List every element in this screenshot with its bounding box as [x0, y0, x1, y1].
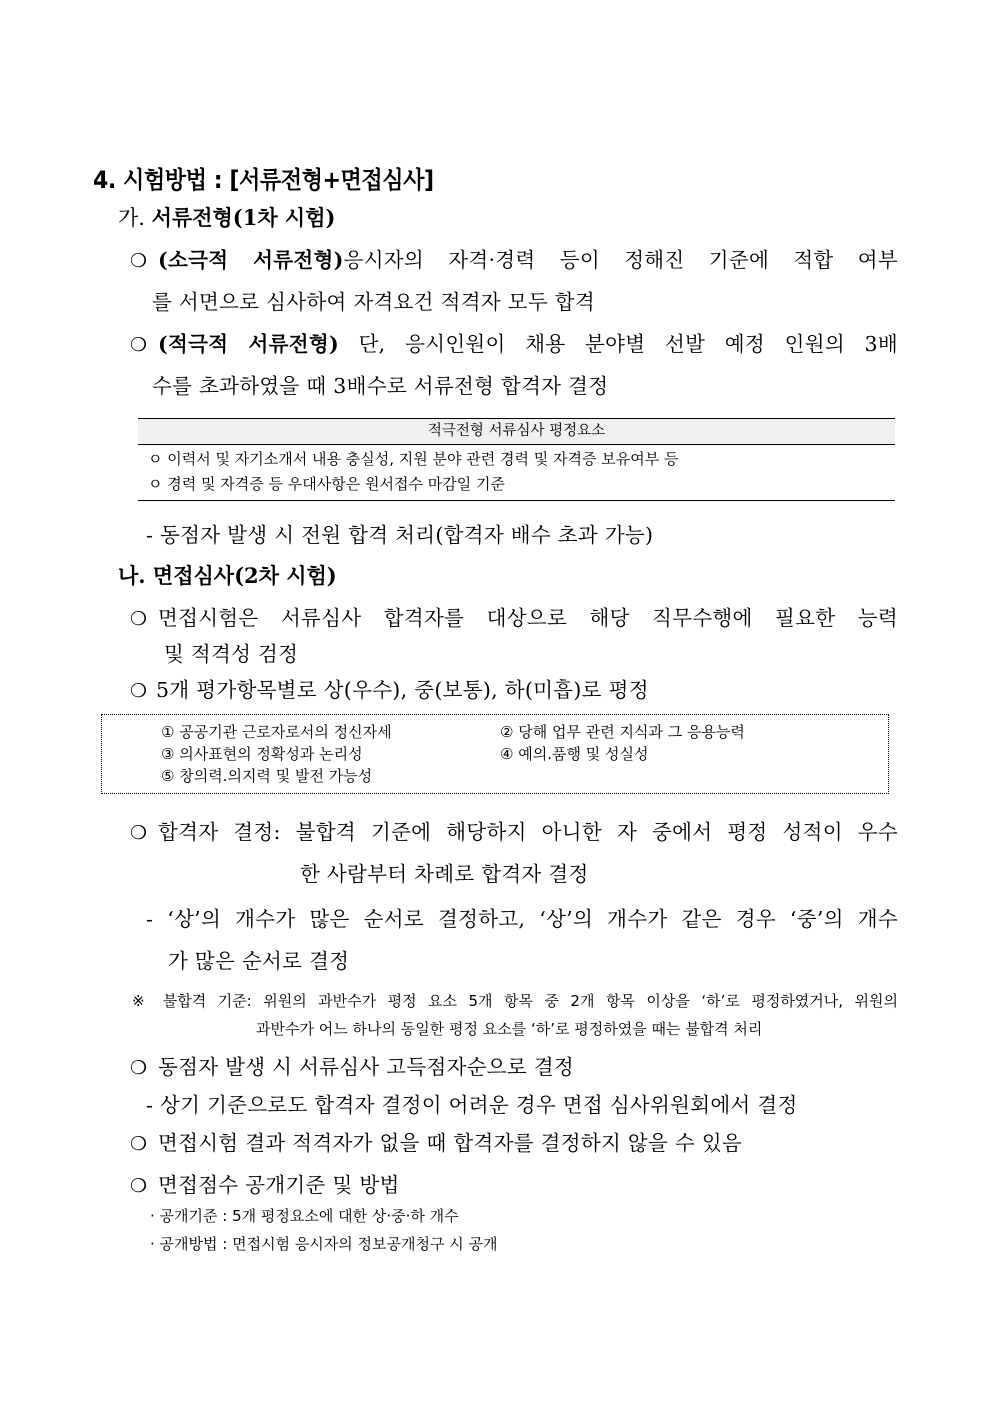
criterion-5: ⑤ 창의력.의지력 및 발전 가능성 [161, 767, 373, 785]
document-screening-criteria-table [138, 418, 895, 501]
circle-bullet-icon: ❍ [130, 680, 148, 702]
circle-bullet-icon: ❍ [130, 608, 148, 630]
table-header: 적극전형 서류심사 평정요소 [138, 419, 895, 445]
disclosure-criteria: · 공개기준 : 5개 평정요소에 대한 상·중·하 개수 [150, 1207, 459, 1225]
fail-criteria-line1: ※ 불합격 기준: 위원의 과반수가 평정 요소 5개 항목 중 2개 항목 이상을 ‘하’로 평정하였거나, 위원의 [132, 992, 898, 1010]
criterion-2: ② 당해 업무 관련 지식과 그 응용능력 [500, 723, 745, 741]
passive-line2: 를 서면으로 심사하여 자격요건 적격자 모두 합격 [152, 290, 595, 314]
interview-item-3-line2: 한 사람부터 차례로 합격자 결정 [300, 862, 589, 886]
criterion-4: ④ 예의.품행 및 성실성 [500, 745, 649, 763]
interview-item-1 [130, 601, 898, 631]
tie-note: - 동점자 발생 시 전원 합격 처리(합격자 배수 초과 가능) [146, 523, 654, 547]
part-b-prefix: 나. [118, 563, 153, 588]
interview-item-5 [130, 1126, 742, 1156]
circle-bullet-icon: ❍ [130, 822, 148, 844]
part-a-heading [118, 202, 335, 232]
interview-item-4-text: 동점자 발생 시 서류심사 고득점자순으로 결정 [158, 1055, 575, 1079]
passive-line1: 응시자의 자격·경력 등이 정해진 기준에 적합 여부 [343, 248, 898, 272]
fail-criteria-note [132, 990, 898, 1011]
passive-label: (소극적 서류전형) [158, 248, 344, 272]
table-body [138, 445, 895, 500]
interview-item-3-sub-line1: - ‘상’의 개수가 많은 순서로 결정하고, ‘상’의 개수가 같은 경우 ‘중’의 개수 [146, 907, 898, 931]
active-line2: 수를 초과하였을 때 3배수로 서류전형 합격자 결정 [152, 374, 609, 398]
criterion-1: ① 공공기관 근로자로서의 정신자세 [161, 723, 392, 741]
interview-item-3 [130, 815, 898, 845]
table-row: ㅇ 경력 및 자격증 등 우대사항은 원서접수 마감일 기준 [148, 475, 505, 493]
part-a-item-passive [130, 243, 898, 273]
circle-bullet-icon: ❍ [130, 1175, 148, 1197]
interview-item-6 [130, 1168, 400, 1198]
circle-bullet-icon: ❍ [130, 250, 148, 272]
interview-item-3-sub-line2: 가 많은 순서로 결정 [168, 949, 350, 973]
circle-bullet-icon: ❍ [130, 1133, 148, 1155]
interview-item-3-line1: 합격자 결정: 불합격 기준에 해당하지 아니한 자 중에서 평정 성적이 우수 [158, 820, 898, 844]
interview-item-2-text: 5개 평가항목별로 상(우수), 중(보통), 하(미흡)로 평정 [156, 678, 649, 702]
circle-bullet-icon: ❍ [130, 1057, 148, 1079]
interview-item-1-line1: 면접시험은 서류심사 합격자를 대상으로 해당 직무수행에 필요한 능력 [158, 606, 898, 630]
part-b-title: 면접심사(2차 시험) [152, 563, 337, 588]
active-line1: 단, 응시인원이 채용 분야별 선발 예정 인원의 3배 [338, 332, 898, 356]
interview-criteria-box [101, 714, 889, 794]
interview-item-5-text: 면접시험 결과 적격자가 없을 때 합격자를 결정하지 않을 수 있음 [158, 1131, 743, 1155]
fail-criteria-line2: 과반수가 어느 하나의 동일한 평정 요소를 ‘하’로 평정하였을 때는 불합격 처리 [256, 1020, 763, 1038]
interview-item-4 [130, 1050, 574, 1080]
interview-item-2 [130, 673, 649, 703]
interview-item-1-line2: 및 적격성 검정 [164, 642, 299, 666]
active-label: (적극적 서류전형) [158, 332, 339, 356]
interview-item-4-sub: - 상기 기준으로도 합격자 결정이 어려운 경우 면접 심사위원회에서 결정 [146, 1093, 798, 1117]
disclosure-method: · 공개방법 : 면접시험 응시자의 정보공개청구 시 공개 [150, 1235, 498, 1253]
table-row: ㅇ 이력서 및 자기소개서 내용 충실성, 지원 분야 관련 경력 및 자격증 보유여부 등 [148, 450, 679, 468]
part-b-heading [118, 560, 337, 590]
interview-item-6-text: 면접점수 공개기준 및 방법 [158, 1173, 400, 1197]
part-a-title: 서류전형(1차 시험) [151, 205, 336, 230]
section-heading: 4. 시험방법 : [서류전형+면접심사] [93, 166, 434, 194]
circle-bullet-icon: ❍ [130, 334, 148, 356]
criterion-3: ③ 의사표현의 정확성과 논리성 [161, 745, 363, 763]
part-a-prefix: 가. [118, 206, 152, 230]
part-a-item-active [130, 327, 898, 357]
interview-item-3-sub [146, 902, 898, 932]
